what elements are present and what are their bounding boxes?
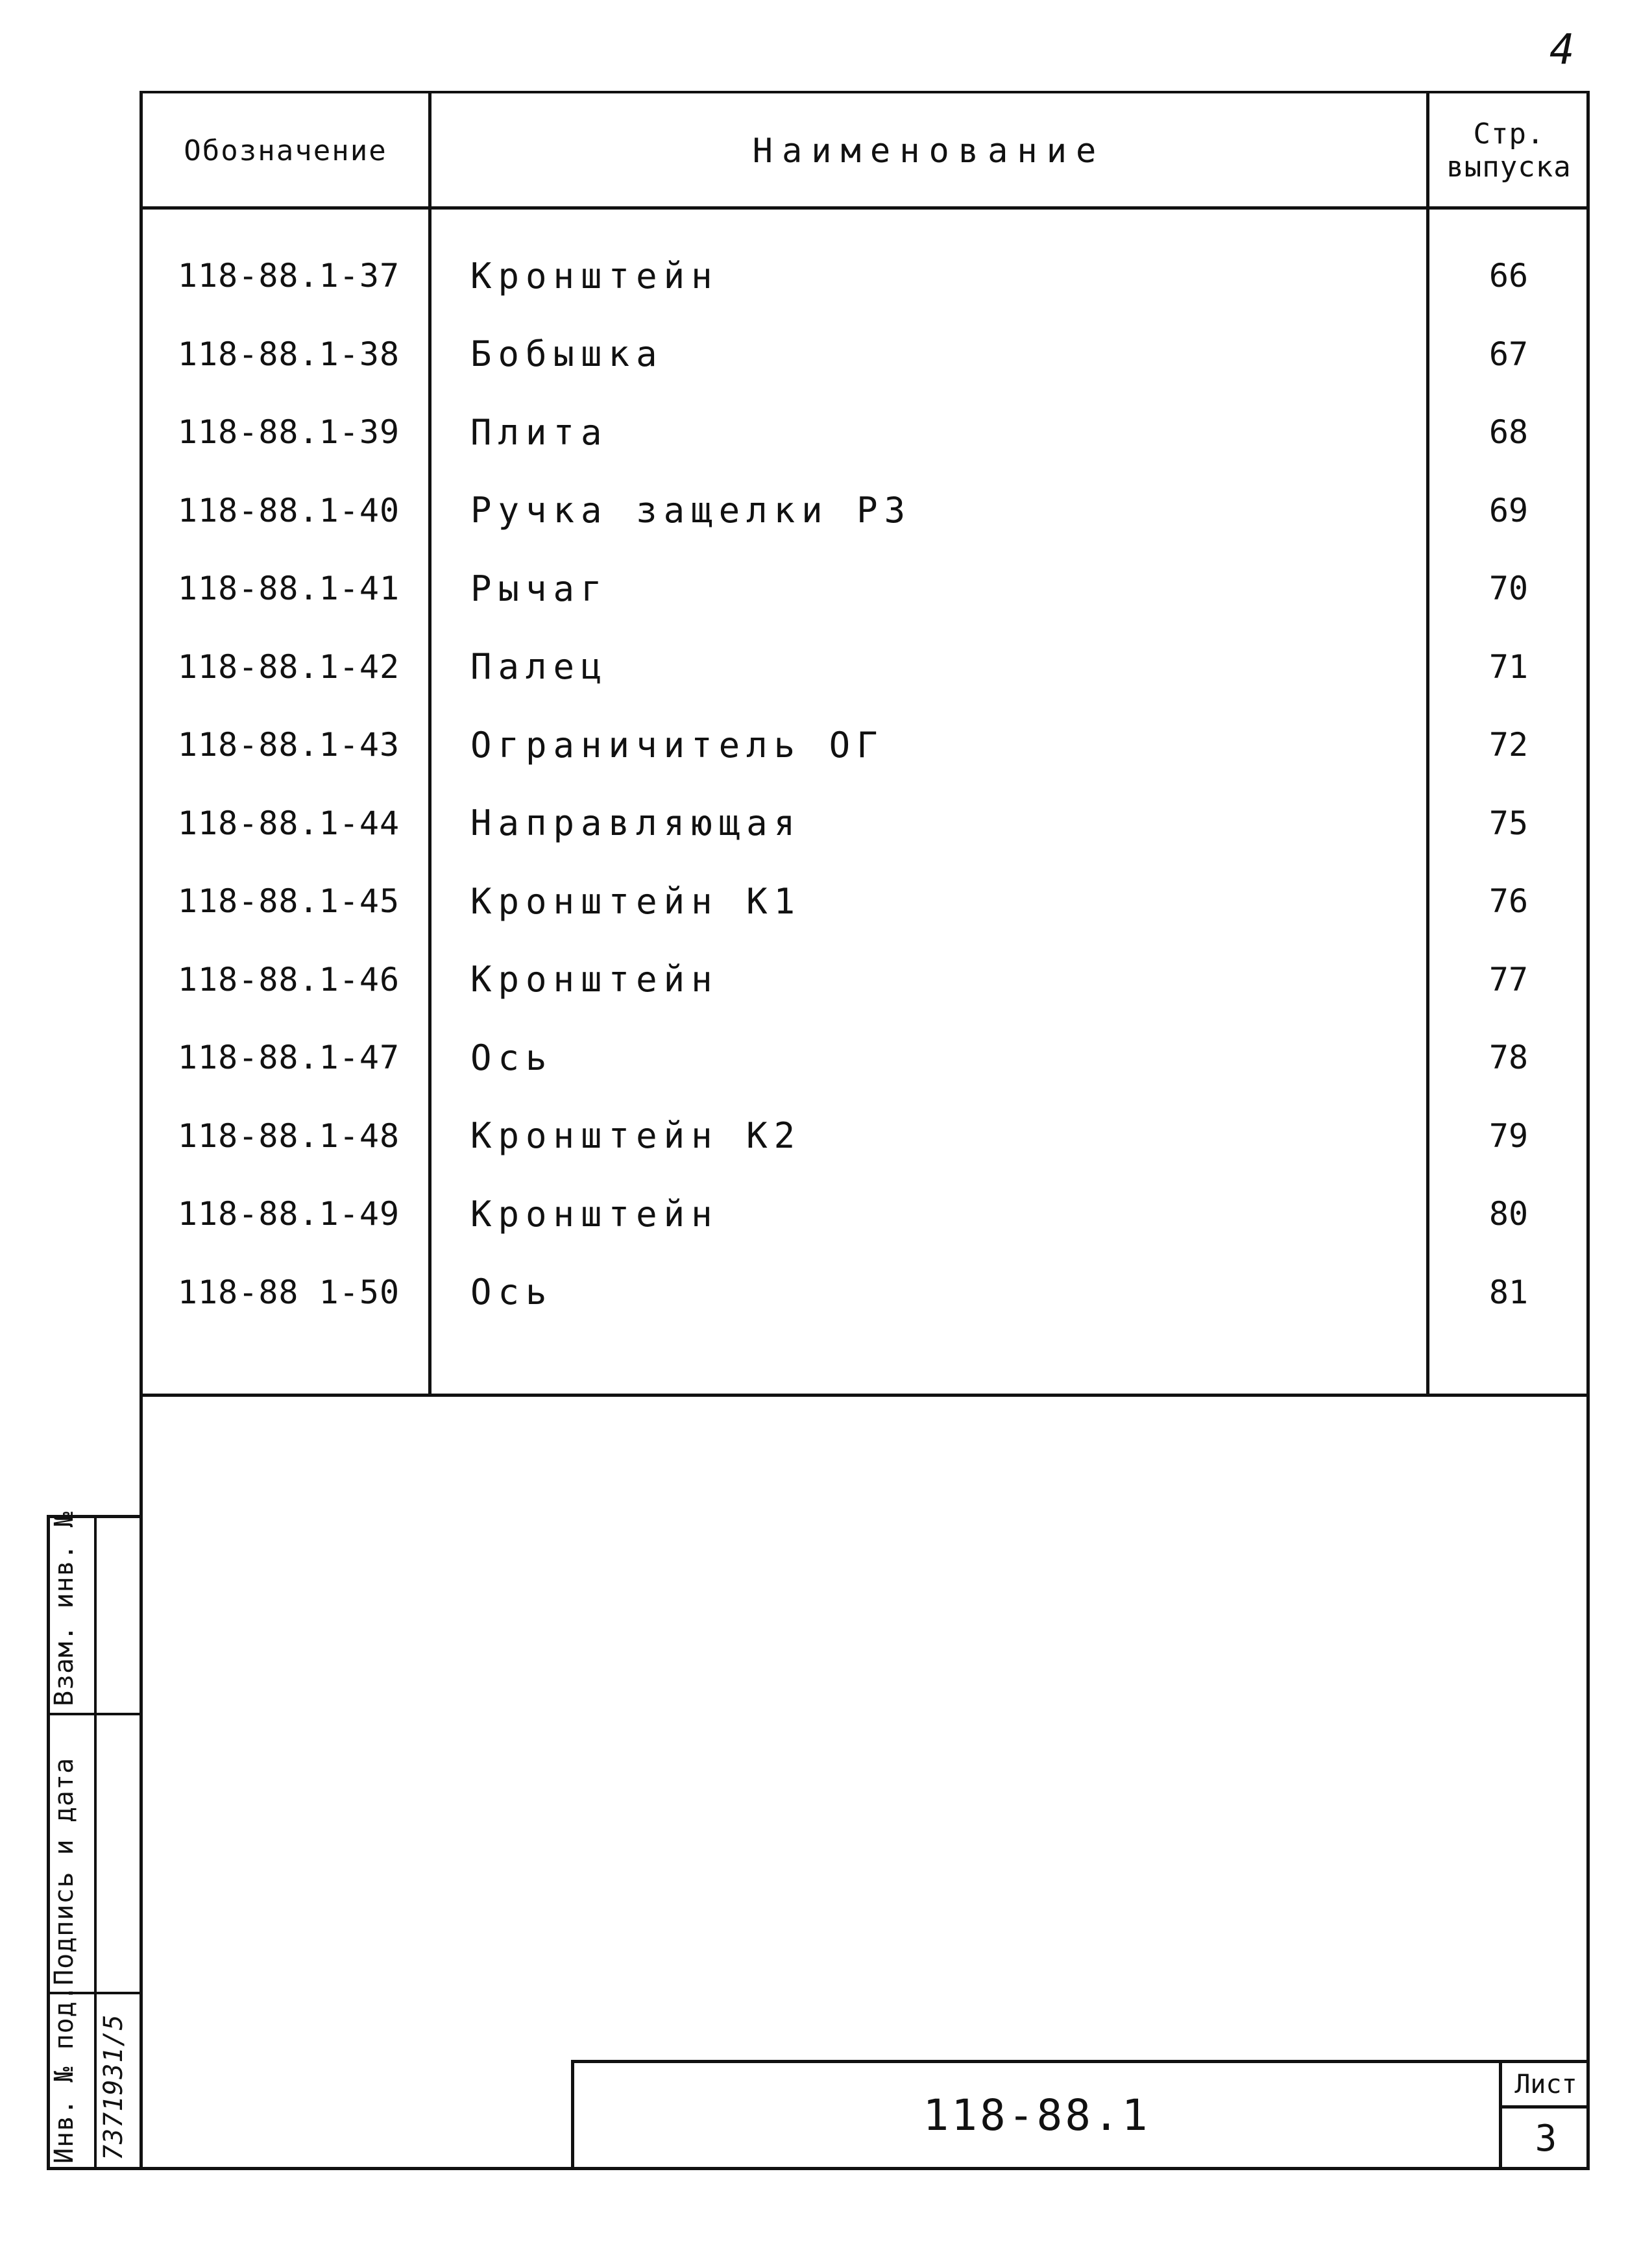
side-stamp-inv-orig: Инв. № под. [49, 1985, 79, 2164]
row-name: Ручка защелки РЗ [470, 490, 912, 531]
table-row [143, 706, 1588, 784]
table-bottom-line [140, 1394, 1590, 1397]
row-code: 118-88.1-37 [177, 257, 400, 295]
row-page: 80 [1488, 1195, 1529, 1233]
row-page: 69 [1488, 491, 1529, 529]
side-stamp-separator [47, 1713, 143, 1715]
table-row [143, 237, 1588, 315]
row-page: 66 [1488, 257, 1529, 295]
header-page-line1: Стр. [1473, 117, 1545, 151]
side-stamp-signature-date: Подпись и дата [49, 1757, 79, 1985]
header-page-line2: выпуска [1446, 150, 1572, 184]
document-code: 118-88.1 [923, 2090, 1150, 2140]
row-name: Ограничитель ОГ [470, 724, 884, 766]
side-stamp-vzam-inv: Взам. инв. № [49, 1511, 79, 1706]
table-row [143, 1253, 1588, 1331]
row-name: Кронштейн [470, 959, 719, 1000]
row-code: 118-88 1-50 [177, 1273, 400, 1311]
row-page: 72 [1488, 726, 1529, 764]
header-code: Обозначение [184, 134, 387, 167]
row-name: Ось [470, 1037, 553, 1078]
row-name: Кронштейн К1 [470, 880, 802, 922]
table-row [143, 550, 1588, 627]
header-page [1429, 97, 1588, 204]
side-stamp-inv-number: 7371931/5 [99, 2014, 128, 2160]
row-name: Палец [470, 646, 609, 687]
table-row [143, 1175, 1588, 1253]
row-name: Кронштейн К2 [470, 1115, 802, 1156]
row-page: 76 [1488, 882, 1529, 920]
table-row [143, 784, 1588, 862]
row-code: 118-88.1-39 [177, 413, 400, 451]
row-page: 79 [1488, 1117, 1529, 1155]
row-code: 118-88.1-45 [177, 882, 400, 920]
row-code: 118-88.1-43 [177, 726, 400, 764]
row-code: 118-88.1-44 [177, 804, 400, 842]
row-page: 78 [1488, 1039, 1529, 1076]
sheet-label: Лист [1514, 2069, 1577, 2099]
row-code: 118-88.1-49 [177, 1195, 400, 1233]
row-code: 118-88.1-41 [177, 570, 400, 607]
table-row [143, 862, 1588, 940]
page-number: 4 [1549, 26, 1575, 74]
table-row [143, 941, 1588, 1019]
row-code: 118-88.1-47 [177, 1039, 400, 1076]
row-code: 118-88.1-46 [177, 960, 400, 998]
side-stamp-divider [94, 1515, 97, 2170]
table-row [143, 628, 1588, 706]
row-name: Бобышка [470, 333, 664, 374]
table-row [143, 393, 1588, 471]
row-page: 68 [1488, 413, 1529, 451]
row-name: Кронштейн [470, 1193, 719, 1235]
row-name: Направляющая [470, 803, 802, 843]
row-code: 118-88.1-40 [177, 491, 400, 529]
row-name: Кронштейн [470, 255, 719, 296]
row-page: 81 [1488, 1273, 1529, 1311]
row-page: 67 [1488, 335, 1529, 373]
row-page: 77 [1488, 960, 1529, 998]
sheet-number-value: 3 [1535, 2117, 1557, 2160]
row-page: 71 [1488, 647, 1529, 686]
row-code: 118-88.1-42 [177, 647, 400, 686]
table-row [143, 315, 1588, 393]
row-name: Плита [470, 411, 609, 453]
row-page: 70 [1488, 570, 1529, 607]
row-page: 75 [1488, 804, 1529, 842]
row-code: 118-88.1-48 [177, 1117, 400, 1155]
table-row [143, 1097, 1588, 1175]
row-name: Ось [470, 1272, 553, 1312]
header-name: Наименование [752, 131, 1106, 171]
header-divider [140, 206, 1590, 210]
row-name: Рычаг [470, 568, 609, 609]
table-row [143, 1019, 1588, 1096]
row-code: 118-88.1-38 [177, 335, 400, 373]
table-row [143, 472, 1588, 550]
